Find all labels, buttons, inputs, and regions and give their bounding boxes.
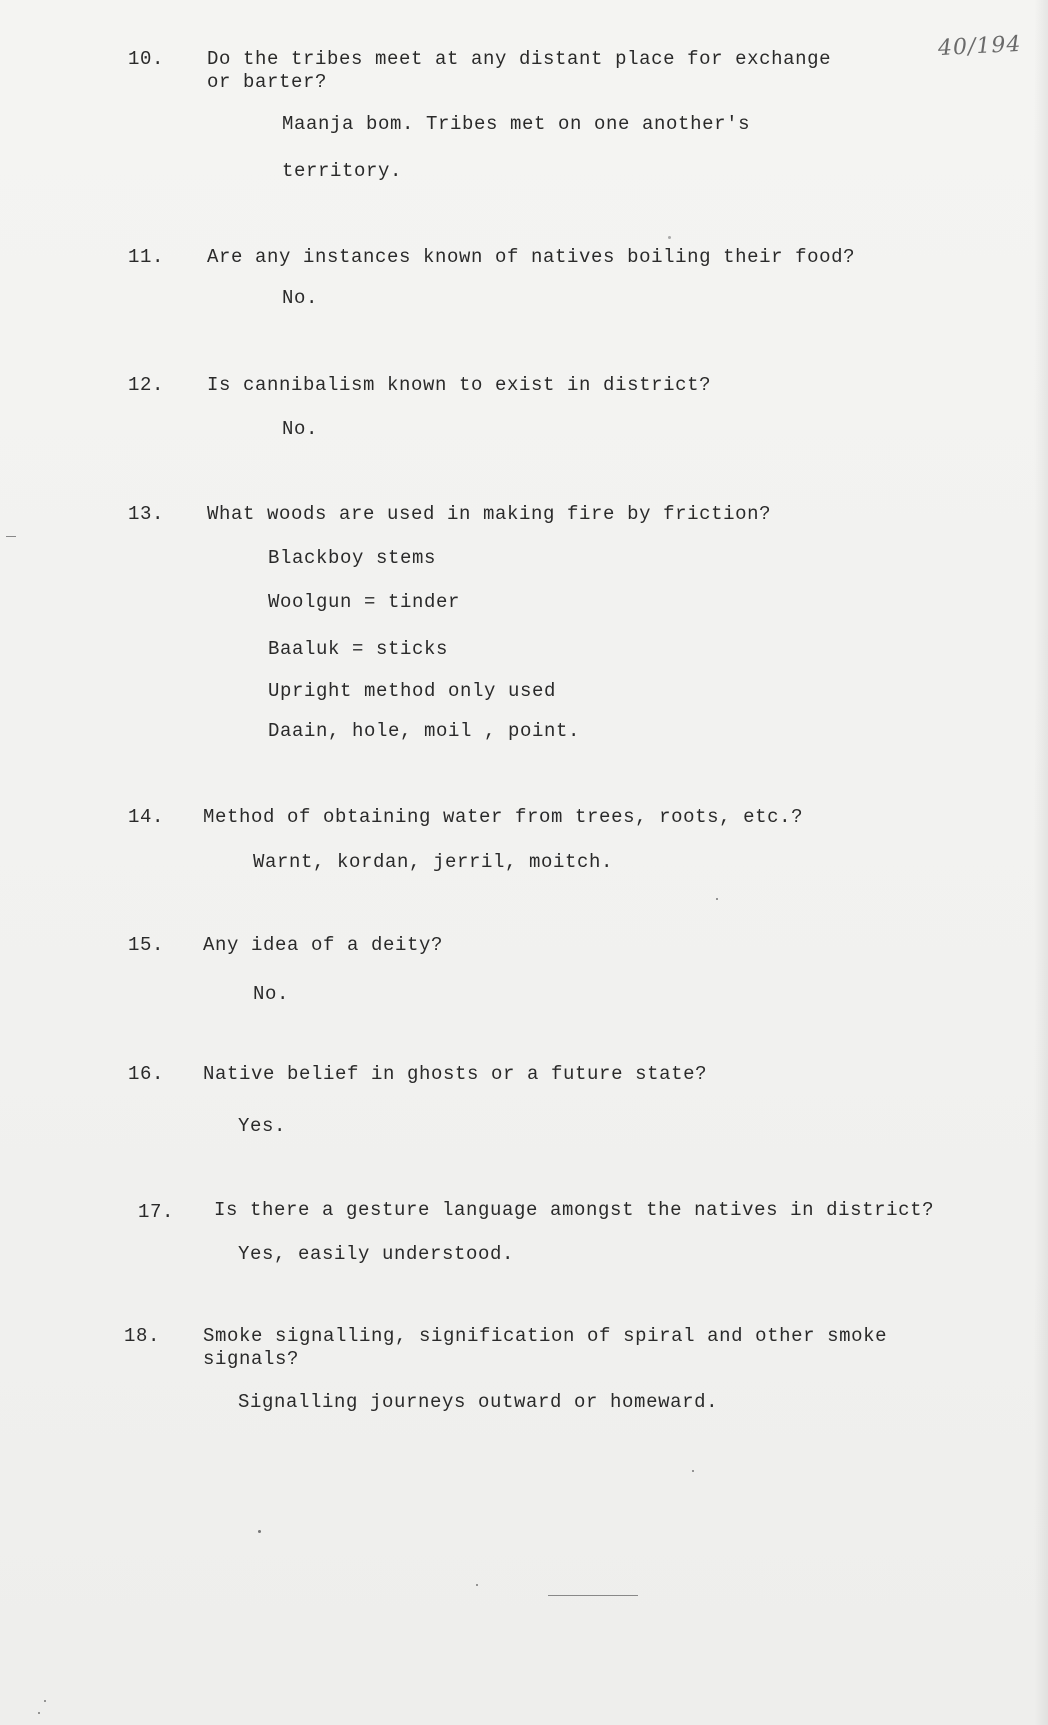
item-number: 12. [128,374,165,396]
scan-speck [692,1470,694,1472]
page-reference-number: 40/194 [937,31,1023,62]
answer-text: Maanja bom. Tribes met on one another's [282,113,751,135]
item-number: 14. [128,806,165,828]
question-text: signals? [203,1348,300,1370]
scan-smudge [548,1595,638,1596]
scan-speck [38,1712,40,1714]
item-number: 16. [128,1063,165,1085]
scan-speck [716,898,718,900]
scan-speck [258,1530,261,1533]
scan-speck [668,236,671,239]
scan-speck [44,1700,46,1702]
item-number: 17. [138,1201,175,1223]
answer-text: Warnt, kordan, jerril, moitch. [253,851,614,873]
question-text: What woods are used in making fire by friction? [207,503,772,525]
question-text: Method of obtaining water from trees, roots, etc.? [203,806,804,828]
answer-text: Woolgun = tinder [268,591,461,613]
question-text: or barter? [207,71,328,93]
question-text: Are any instances known of natives boiling their food? [207,246,856,268]
item-number: 18. [124,1325,161,1347]
item-number: 15. [128,934,165,956]
page-edge-shadow [1034,0,1048,1725]
answer-text: No. [282,287,319,309]
question-text: Is there a gesture language amongst the natives in district? [214,1199,935,1221]
answer-text: Baaluk = sticks [268,638,449,660]
scan-speck [476,1584,478,1586]
question-text: Any idea of a deity? [203,934,444,956]
answer-text: Blackboy stems [268,547,437,569]
item-number: 13. [128,503,165,525]
answer-text: Yes. [238,1115,287,1137]
answer-text: No. [253,983,290,1005]
answer-text: Upright method only used [268,680,557,702]
answer-text: Yes, easily understood. [238,1243,515,1265]
scan-smudge [6,536,16,537]
question-text: Smoke signalling, signification of spiral and other smoke [203,1325,888,1347]
item-number: 11. [128,246,165,268]
answer-text: Signalling journeys outward or homeward. [238,1391,719,1413]
item-number: 10. [128,48,165,70]
question-text: Is cannibalism known to exist in district? [207,374,712,396]
answer-text: No. [282,418,319,440]
answer-text: territory. [282,160,403,182]
answer-text: Daain, hole, moil , point. [268,720,581,742]
question-text: Do the tribes meet at any distant place for exchange [207,48,832,70]
question-text: Native belief in ghosts or a future state? [203,1063,708,1085]
